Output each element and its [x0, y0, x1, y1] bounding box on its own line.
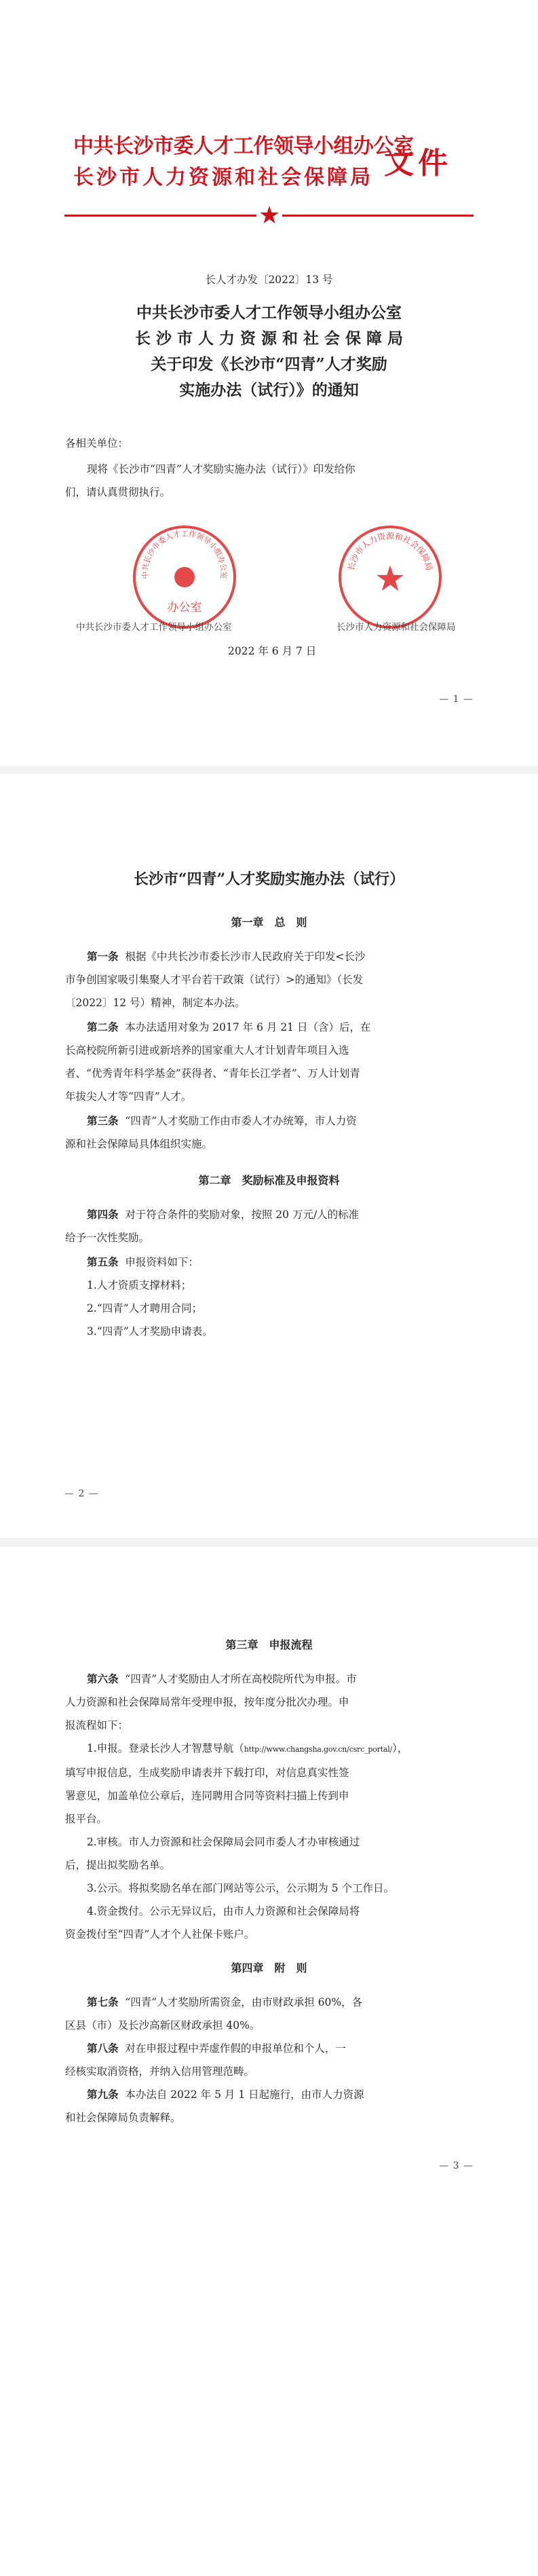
party-emblem-icon [174, 567, 195, 587]
article-1 [65, 945, 479, 1014]
page-2 [0, 774, 538, 1538]
party-office-seal [130, 523, 239, 631]
notice-title-line-1: 中共长沙市委人才工作领导小组办公室 [136, 303, 402, 322]
signer-right: 长沙市人力资源和社会保障局 [337, 622, 456, 633]
article-label: 第九条 [87, 2088, 119, 2101]
article-text: 报流程如下： [65, 1719, 129, 1731]
signer-left: 中共长沙市委人才工作领导小组办公室 [76, 622, 232, 633]
article-text: 市争创国家吸引集聚人才平台若干政策（试行）>的通知》（长发 [65, 974, 364, 986]
page-number: — 2 — [64, 1488, 99, 1499]
page-3 [0, 1547, 538, 2576]
notice-title-line-3: 关于印发《长沙市“四青”人才奖励 [151, 355, 387, 373]
svg-text:中共长沙市委人才工作领导小组办公室: 中共长沙市委人才工作领导小组办公室 [140, 529, 229, 579]
article-label: 第六条 [87, 1672, 119, 1685]
list-item: 3.“四青”人才奖励申请表。 [87, 1325, 213, 1338]
article-2 [65, 1016, 479, 1108]
issue-date: 2022 年 6 月 7 日 [228, 645, 317, 657]
step-text: 报平台。 [65, 1813, 108, 1825]
page-number: — 1 — [439, 694, 474, 705]
article-label: 第四条 [87, 1208, 119, 1221]
list-item: 2.“四青”人才聘用合同； [87, 1302, 203, 1314]
step-text: 4.资金拨付。公示无异议后，由市人力资源和社会保障局将 [87, 1905, 360, 1917]
list-item: 1.人才资质支撑材料； [87, 1279, 192, 1291]
article-text: 本办法适用对象为 2017 年 6 月 21 日（含）后，在 [125, 1021, 371, 1033]
article-text: 经核实取消资格，并纳入信用管理范畴。 [65, 2065, 255, 2078]
article-label: 第八条 [87, 2042, 119, 2055]
notice-body-line-2: 们，请认真贯彻执行。 [65, 486, 171, 498]
article-4 [65, 1203, 479, 1249]
article-text: 者、“优秀青年科学基金”获得者、“青年长江学者”、万人计划青 [65, 1067, 360, 1080]
issuer-line-1: 中共长沙市委人才工作领导小组办公室 [73, 134, 414, 158]
article-text: 〔2022〕12 号）精神，制定本办法。 [65, 997, 246, 1009]
article-label: 第一条 [87, 950, 119, 963]
notice-title-line-2: 长 沙 市 人 力 资 源 和 社 会 保 障 局 [134, 329, 404, 348]
step-text: 署意见，加盖单位公章后，连同聘用合同等资料扫描上传到申 [65, 1790, 349, 1802]
step-text: 后，提出拟奖励名单。 [65, 1859, 171, 1871]
step-3: 3.公示。将拟奖励名单在部门网站等公示，公示期为 5 个工作日。 [87, 1882, 395, 1894]
step-1 [65, 1737, 479, 1830]
article-9 [65, 2083, 479, 2129]
article-text: “四青”人才奖励所需资金，由市财政承担 60%，各 [125, 1996, 363, 2008]
article-5 [65, 1251, 479, 1343]
article-text: 源和社会保障局具体组织实施。 [65, 1138, 213, 1150]
measures-title: 长沙市“四青”人才奖励实施办法（试行） [133, 870, 405, 888]
article-text: “四青”人才奖励由人才所在高校院所代为申报。市 [125, 1673, 357, 1685]
svg-text:长沙市人力资源和社会保障局: 长沙市人力资源和社会保障局 [346, 531, 434, 572]
article-text: 根据《中共长沙市委长沙市人民政府关于印发<长沙 [125, 951, 366, 963]
article-text: 和社会保障局负责解释。 [65, 2112, 181, 2124]
seal-star-icon: ★ [374, 559, 406, 600]
chapter-2-heading: 第二章 奖励标准及申报资料 [198, 1174, 340, 1187]
article-label: 第三条 [87, 1114, 119, 1127]
salutation: 各相关单位： [65, 437, 129, 449]
article-8 [65, 2037, 479, 2083]
article-text: 本办法自 2022 年 5 月 1 日起施行，由市人力资源 [125, 2089, 364, 2101]
notice-title [0, 300, 538, 403]
step-text: 资金拨付至“四青”人才个人社保卡账户。 [65, 1928, 255, 1940]
step-text: 1.申报。登录长沙人才智慧导航（ [87, 1742, 244, 1754]
article-text: 长高校院所新引进或新培养的国家重大人才计划青年项目入选 [65, 1044, 349, 1056]
page-1 [0, 0, 538, 766]
article-label: 第五条 [87, 1255, 119, 1268]
notice-title-line-4: 实施办法（试行）》的通知 [179, 381, 359, 399]
article-text: “四青”人才奖励工作由市委人才办统筹，市人力资 [125, 1115, 357, 1127]
article-label: 第二条 [87, 1020, 119, 1033]
hr-bureau-seal [336, 523, 444, 631]
issuer-line-2: 长沙市人力资源和社会保障局 [73, 166, 373, 189]
chapter-1-heading: 第一章 总 则 [231, 916, 307, 929]
step-text: ）， [392, 1742, 408, 1754]
article-text: 人力资源和社会保障局常年受理申报，按年度分批次办理。申 [65, 1696, 349, 1708]
portal-link[interactable]: http://www.changsha.gov.cn/csrc_portal/ [244, 1745, 393, 1754]
article-label: 第七条 [87, 1995, 119, 2008]
article-text: 申报资料如下： [125, 1256, 199, 1268]
chapter-4-heading: 第四章 附 则 [231, 1962, 307, 1974]
page-number: — 3 — [439, 2160, 474, 2171]
article-6 [65, 1668, 479, 1737]
step-text: 填写申报信息，生成奖励申请表并下载打印，对信息真实性签 [65, 1767, 349, 1779]
notice-body-line-1: 现将《长沙市“四青”人才奖励实施办法（试行）》印发给你 [87, 463, 356, 475]
article-3 [65, 1109, 479, 1156]
red-divider [64, 202, 474, 229]
step-text: 2.审核。市人力资源和社会保障局会同市委人才办审核通过 [87, 1836, 360, 1848]
svg-text:办公室: 办公室 [167, 601, 202, 614]
article-text: 区县（市）及长沙高新区财政承担 40%。 [65, 2019, 261, 2031]
chapter-3-heading: 第三章 申报流程 [225, 1638, 313, 1651]
doc-number: 长人才办发〔2022〕13 号 [205, 274, 333, 286]
article-text: 给予一次性奖励。 [65, 1232, 150, 1244]
article-text: 年拔尖人才等“四青”人才。 [65, 1090, 192, 1103]
step-4 [65, 1900, 479, 1946]
article-7 [65, 1991, 479, 2037]
article-text: 对于符合条件的奖励对象，按照 20 万元/人的标准 [125, 1209, 360, 1221]
article-text: 对在申报过程中弄虚作假的申报单位和个人，一 [125, 2042, 346, 2055]
file-label: 文件 [384, 146, 452, 181]
step-2 [65, 1830, 479, 1877]
star-icon: ★ [258, 202, 281, 229]
